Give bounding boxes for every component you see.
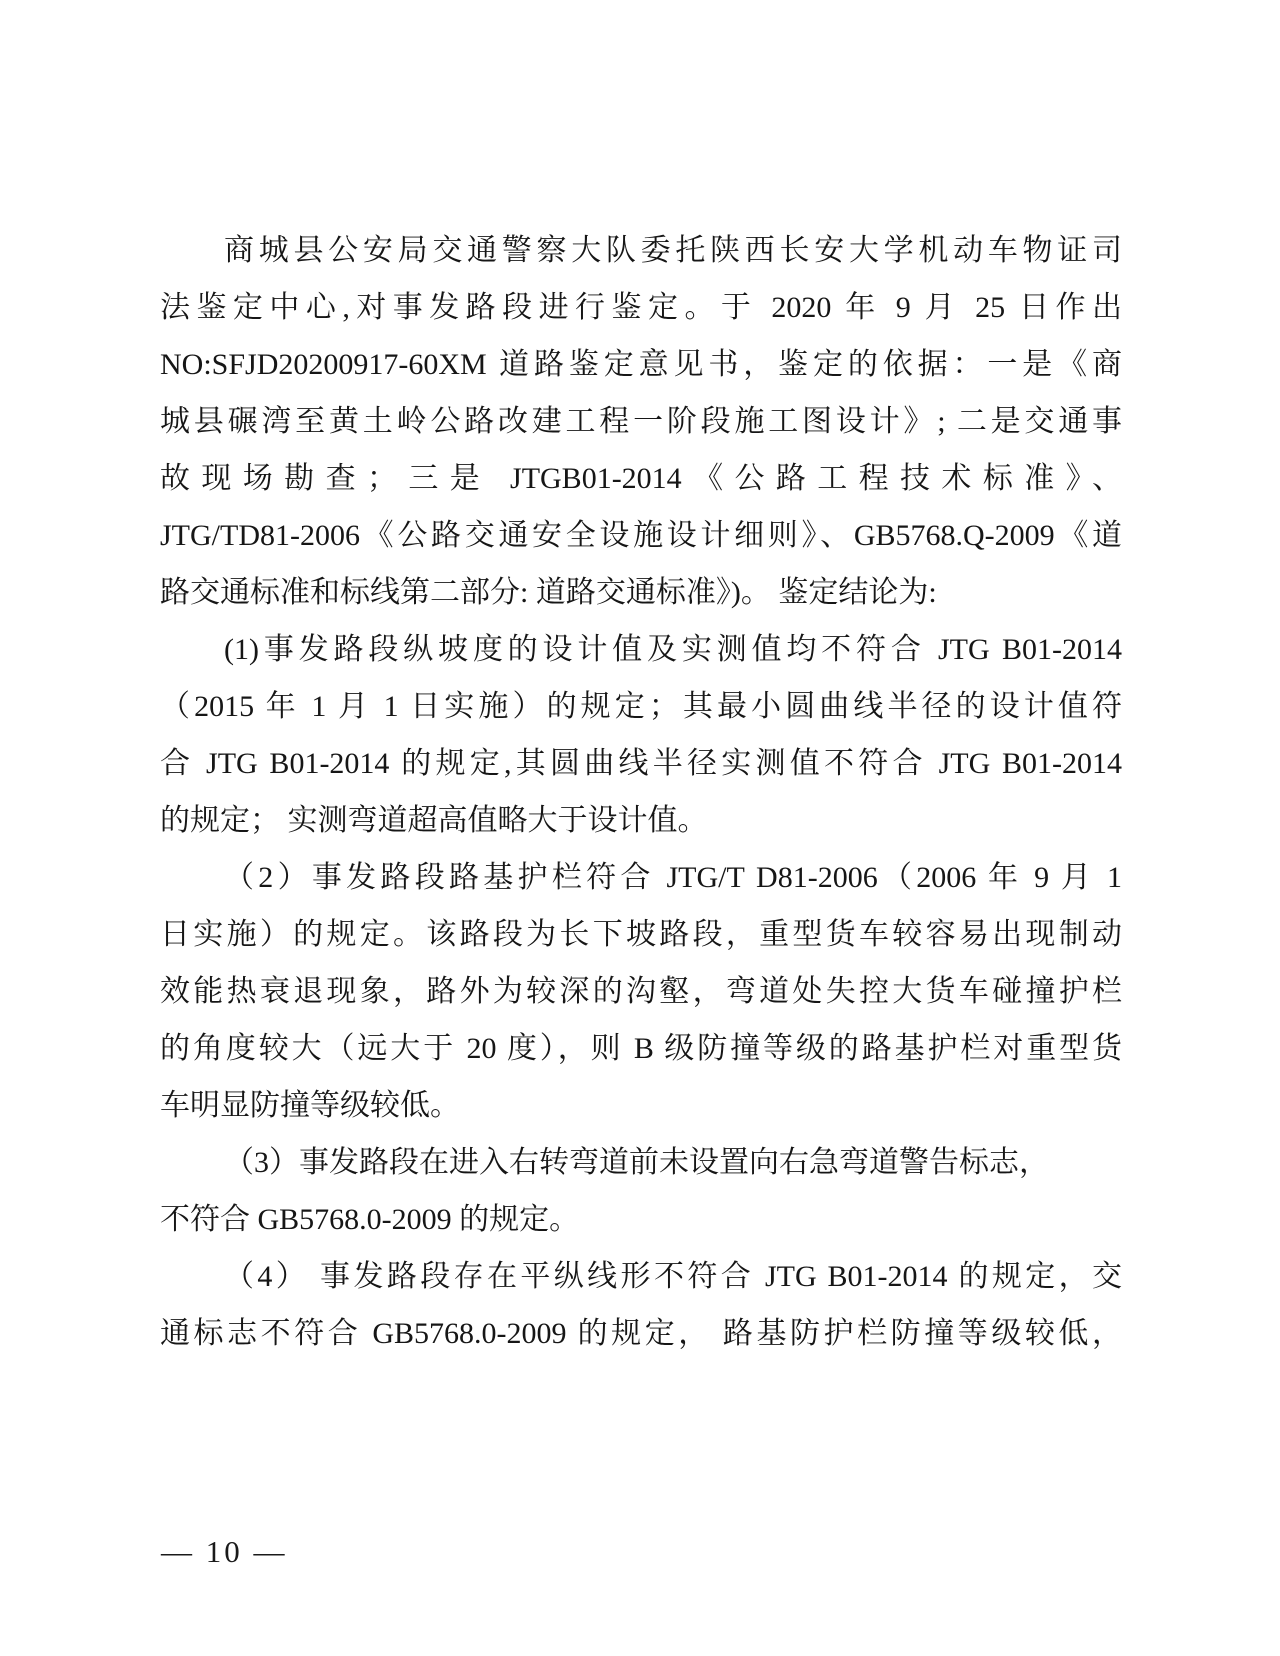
document-body (160, 222, 1122, 1362)
text-line: 效能热衰退现象，路外为较深的沟壑，弯道处失控大货车碰撞护栏 (160, 975, 1122, 1008)
text-line: 故现场勘查；三是 JTGB01-2014《公路工程技术标准》、 (160, 462, 1122, 495)
text-line: （4） 事发路段存在平纵线形不符合 JTG B01-2014 的规定，交 (224, 1260, 1122, 1293)
text-line: 的角度较大（远大于 20 度），则 B 级防撞等级的路基护栏对重型货 (160, 1032, 1122, 1065)
text-line: 的规定； 实测弯道超高值略大于设计值。 (160, 804, 708, 837)
text-line: JTG/TD81-2006《公路交通安全设施设计细则》、GB5768.Q-2009《道 (160, 519, 1122, 552)
text-line: 法鉴定中心,对事发路段进行鉴定。于 2020 年 9 月 25 日作出 (160, 291, 1122, 324)
text-line: 通标志不符合 GB5768.0-2009 的规定， 路基防护栏防撞等级较低， (160, 1317, 1122, 1350)
text-line: （3）事发路段在进入右转弯道前未设置向右急弯道警告标志， (224, 1146, 1049, 1179)
text-line: 日实施）的规定。该路段为长下坡路段，重型货车较容易出现制动 (160, 918, 1122, 951)
text-line: 商城县公安局交通警察大队委托陕西长安大学机动车物证司 (224, 234, 1122, 267)
text-line: 城县碾湾至黄土岭公路改建工程一阶段施工图设计》; 二是交通事 (160, 405, 1122, 438)
text-line: （2015 年 1 月 1 日实施）的规定；其最小圆曲线半径的设计值符 (160, 690, 1122, 723)
text-line: (1)事发路段纵坡度的设计值及实测值均不符合 JTG B01-2014 (224, 633, 1122, 666)
text-line: （2）事发路段路基护栏符合 JTG/T D81-2006（2006 年 9 月 1 (224, 861, 1122, 894)
text-line: 车明显防撞等级较低。 (160, 1089, 460, 1122)
text-line: 合 JTG B01-2014 的规定,其圆曲线半径实测值不符合 JTG B01-2014 (160, 747, 1122, 780)
text-line: 不符合 GB5768.0-2009 的规定。 (160, 1203, 580, 1236)
page-number: — 10 — (161, 1534, 288, 1569)
text-line: 路交通标准和标线第二部分: 道路交通标准》)。 鉴定结论为: (160, 576, 937, 609)
text-line: NO:SFJD20200917-60XM 道路鉴定意见书，鉴定的依据：一是《商 (160, 348, 1122, 381)
